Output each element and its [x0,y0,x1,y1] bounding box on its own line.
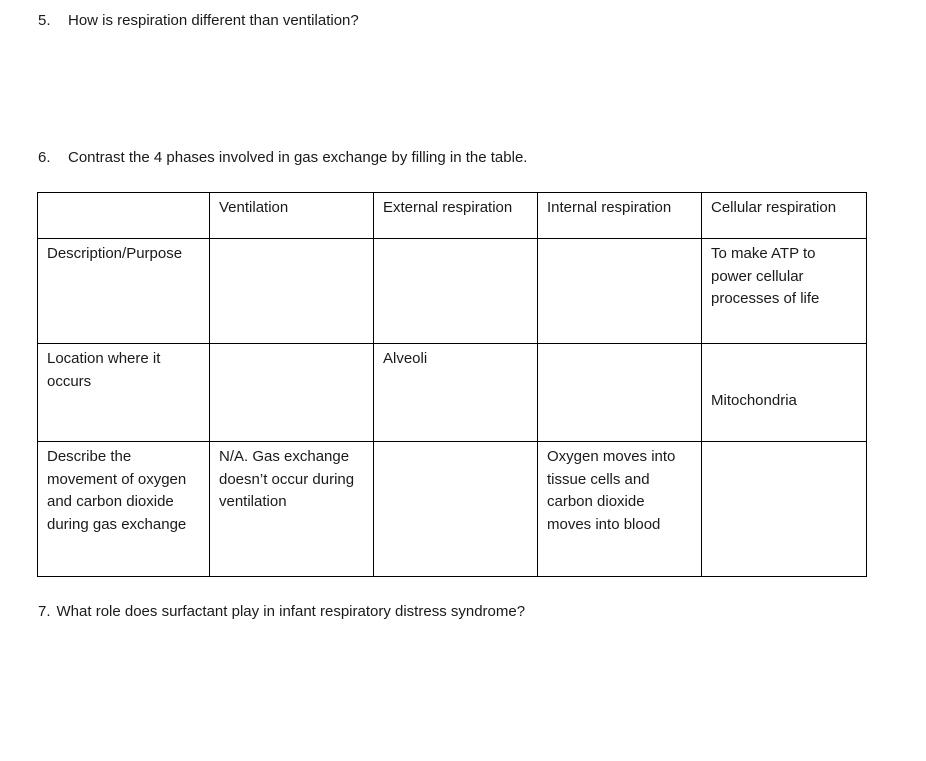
question-7 [38,603,525,620]
question-5-number: 5. [38,12,51,29]
header-cell-ventilation: Ventilation [210,193,374,239]
question-6-text: Contrast the 4 phases involved in gas exchange by filling in the table. [68,149,528,166]
cell-location-internal[interactable] [538,344,702,442]
cell-movement-internal[interactable]: Oxygen moves into tissue cells and carbon dioxide moves into blood [538,442,702,577]
question-7-text: What role does surfactant play in infant respiratory distress syndrome? [56,603,526,620]
cell-location-ventilation[interactable] [210,344,374,442]
cell-description-internal[interactable] [538,239,702,344]
cell-description-cellular[interactable]: To make ATP to power cellular processes of life [702,239,867,344]
question-6 [38,149,527,166]
question-7-number: 7. [38,603,51,620]
row-label-location: Location where it occurs [38,344,210,442]
cell-location-cellular[interactable]: Mitochondria [702,344,867,442]
cell-description-external[interactable] [374,239,538,344]
table-header-row [38,193,867,239]
header-cell-internal-respiration: Internal respiration [538,193,702,239]
question-6-number: 6. [38,149,51,166]
row-label-movement: Describe the movement of oxygen and carbon dioxide during gas exchange [38,442,210,577]
question-5-text: How is respiration different than ventilation? [68,12,359,29]
table-row [38,442,867,577]
cell-movement-cellular[interactable] [702,442,867,577]
question-5 [38,12,359,29]
table-row [38,344,867,442]
header-cell-blank [38,193,210,239]
table-row [38,239,867,344]
cell-movement-external[interactable] [374,442,538,577]
gas-exchange-table [37,192,867,577]
header-cell-external-respiration: External respiration [374,193,538,239]
cell-movement-ventilation[interactable]: N/A. Gas exchange doesn’t occur during ventilation [210,442,374,577]
cell-location-external[interactable]: Alveoli [374,344,538,442]
row-label-description: Description/Purpose [38,239,210,344]
header-cell-cellular-respiration: Cellular respiration [702,193,867,239]
cell-description-ventilation[interactable] [210,239,374,344]
